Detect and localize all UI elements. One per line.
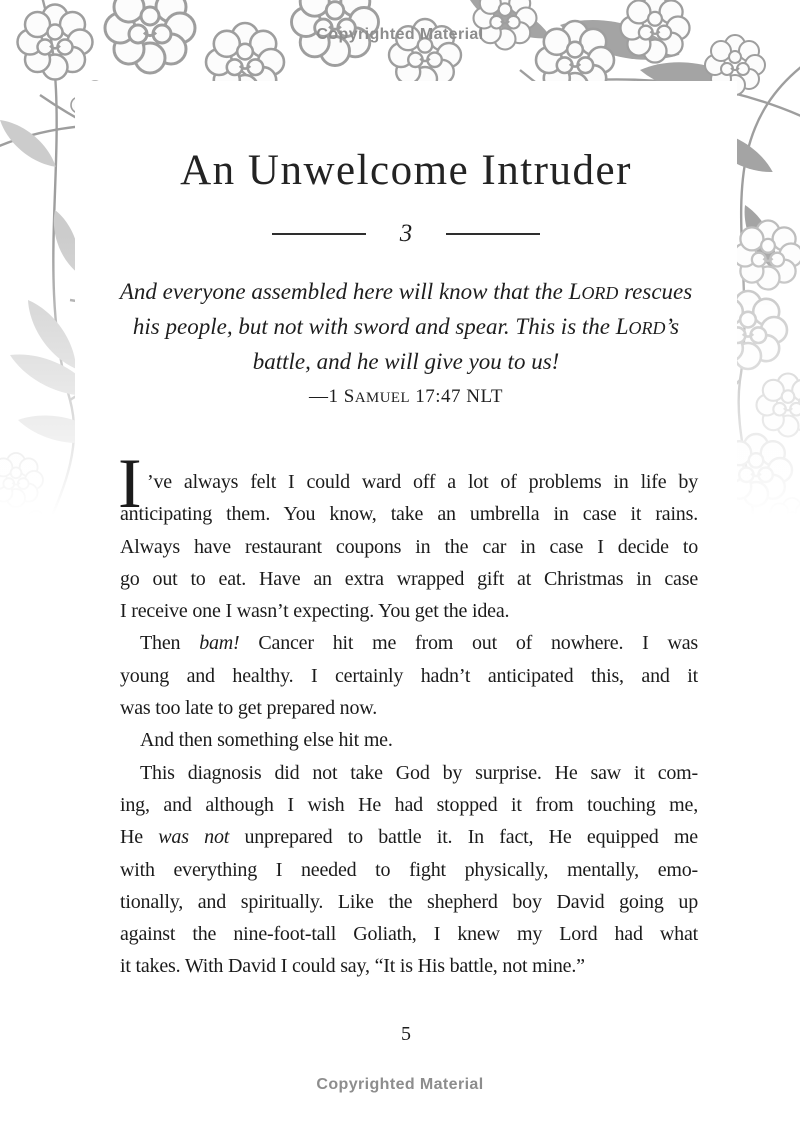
text-segment: rescues [618, 279, 693, 304]
text-segment: —1 [309, 386, 344, 407]
separator-line-right [446, 233, 540, 235]
text-segment: anticipating them. You know, take an umbrella in case it rains. [120, 503, 698, 526]
epigraph-line [75, 275, 737, 310]
text-segment: AMUEL [354, 390, 411, 406]
text-segment: battle, and he will give you to us! [252, 349, 560, 374]
text-segment: ’ve always felt I could ward off a lot of problems in life by [147, 471, 698, 493]
text-segment: was too late to get prepared now. [120, 697, 378, 720]
text-segment: 17:47 NLT [410, 386, 503, 407]
body-line [120, 563, 698, 595]
copyright-bottom: Copyrighted Material [316, 1076, 484, 1093]
text-segment: against the nine-foot-tall Goliath, I knew my Lord had what [120, 923, 698, 946]
body-line [120, 498, 698, 530]
body-line [120, 821, 698, 853]
epigraph [75, 275, 737, 379]
chapter-number: 3 [399, 220, 413, 247]
page-number: 5 [401, 1022, 411, 1045]
paragraph [120, 757, 698, 983]
text-segment: And then something else hit me. [140, 729, 393, 752]
text-segment: tionally, and spiritually. Like the shepherd boy David going up [120, 890, 698, 913]
text-segment: ’s [665, 314, 680, 339]
text-segment: ORD [628, 318, 666, 338]
chapter-number-separator [75, 219, 737, 249]
epigraph-line [75, 310, 737, 345]
body-line [120, 950, 698, 982]
text-segment: Then [140, 632, 200, 655]
text-segment: This diagnosis did not take God by surprise. He saw it com- [140, 761, 698, 784]
paragraph [120, 724, 698, 756]
paragraph [120, 627, 698, 724]
epigraph-attribution [75, 385, 737, 410]
text-segment: L [615, 314, 629, 339]
body-line [120, 724, 698, 756]
text-segment: his people, but not with sword and spear. This is the [132, 314, 616, 339]
body-line [120, 692, 698, 724]
text-segment: Cancer hit me from out of nowhere. I was [239, 632, 698, 655]
body-line [120, 789, 698, 821]
body-line [120, 466, 698, 498]
page [75, 81, 737, 1123]
body-line [120, 854, 698, 886]
text-segment: bam! [199, 632, 240, 655]
text-segment: I receive one I wasn’t expecting. You get the idea. [120, 600, 510, 623]
body-line [120, 886, 698, 918]
text-segment: young and healthy. I certainly hadn’t anticipated this, and it [120, 664, 698, 687]
text-segment: L [568, 279, 582, 304]
text-segment: go out to eat. Have an extra wrapped gift at Christmas in case [120, 567, 698, 590]
body-line [120, 627, 698, 659]
text-segment: with everything I needed to fight physically, mentally, emo- [120, 858, 698, 881]
chapter-title: An Unwelcome Intruder [180, 147, 632, 194]
text-segment: ing, and although I wish He had stopped it from touching me, [120, 793, 698, 816]
separator-line-left [272, 233, 366, 235]
text-segment: He [120, 826, 159, 849]
body-text [75, 445, 737, 983]
text-segment: it takes. With David I could say, “It is His battle, not mine.” [120, 955, 585, 978]
text-segment: Always have restaurant coupons in the car in case I decide to [120, 535, 698, 558]
body-line [120, 757, 698, 789]
paragraph [118, 445, 698, 627]
text-segment: S [343, 386, 355, 407]
copyright-top: Copyrighted Material [316, 26, 484, 43]
text-segment: was not [158, 826, 230, 849]
drop-cap: I [118, 445, 142, 523]
text-segment: ORD [581, 283, 619, 303]
body-line [120, 660, 698, 692]
text-segment: And everyone assembled here will know that the [119, 279, 569, 304]
epigraph-line [75, 345, 737, 379]
text-segment: unprepared to battle it. In fact, He equipped me [229, 826, 698, 849]
body-line [120, 595, 698, 627]
body-line [120, 531, 698, 563]
body-line [120, 918, 698, 950]
